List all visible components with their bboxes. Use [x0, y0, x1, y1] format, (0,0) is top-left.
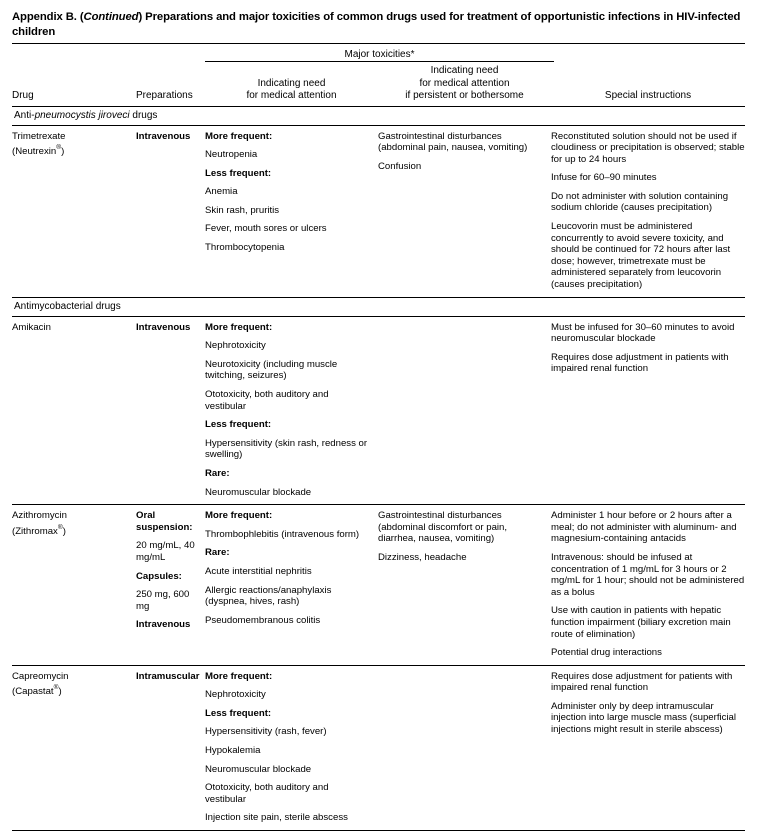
drug-name-line1: Azithromycin [12, 510, 67, 522]
cell-special-instructions [551, 671, 745, 736]
toxicity-frequency-heading: More frequent: [205, 670, 273, 682]
preparation-item: 20 mg/mL, 40 mg/mL [136, 540, 195, 563]
toxicity-item: Neuromuscular blockade [205, 763, 312, 775]
table-row [12, 126, 745, 291]
special-instruction-item: Potential drug interactions [551, 647, 662, 659]
column-header-row [12, 62, 745, 106]
page-title-continued: Continued [83, 11, 139, 23]
toxicity-item: Gastrointestinal disturbances (abdominal discomfort or pain, diarrhea, nausea, vomiting) [378, 510, 508, 545]
drug-name-line1: Amikacin [12, 321, 51, 333]
toxicity-item: Hypersensitivity (rash, fever) [205, 726, 327, 738]
column-header-toxicity-persistent-line3: if persistent or bothersome [405, 90, 524, 101]
preparation-item: Intravenous [136, 619, 191, 631]
cell-toxicities-attention [205, 322, 378, 499]
cell-preparations [136, 131, 205, 143]
toxicity-item: Gastrointestinal disturbances (abdominal pain, nausea, vomiting) [378, 130, 528, 154]
toxicity-item: Neurotoxicity (including muscle twitching, seizures) [205, 358, 338, 382]
column-header-toxicity-attention-line1: Indicating need [257, 77, 326, 89]
toxicity-frequency-heading: More frequent: [205, 510, 273, 522]
drug-name-line2: (Zithromax®) [12, 523, 66, 537]
toxicity-item: Nephrotoxicity [205, 340, 266, 352]
toxicity-item: Skin rash, pruritis [205, 204, 280, 216]
cell-special-instructions [551, 131, 745, 291]
drug-name-line2: (Capastat®) [12, 684, 62, 698]
special-instruction-item: Administer only by deep intramuscular injection into large muscle mass (superficial injections might result in sterile abscess) [551, 700, 737, 736]
cell-drug [12, 671, 136, 698]
cell-preparations [136, 671, 205, 683]
cell-special-instructions [551, 322, 745, 375]
preparation-item: Intravenous [136, 130, 191, 142]
column-header-toxicity-persistent [378, 65, 551, 103]
column-header-special-instructions: Special instructions [604, 90, 692, 101]
toxicity-frequency-heading: Rare: [205, 547, 230, 559]
toxicity-item: Nephrotoxicity [205, 689, 266, 701]
table-header [12, 44, 745, 106]
toxicity-item: Thrombophlebitis (intravenous form) [205, 528, 360, 540]
cell-toxicities-attention [205, 510, 378, 626]
section-heading-suffix: drugs [129, 109, 158, 121]
toxicity-frequency-heading: Less frequent: [205, 707, 272, 719]
table-row [12, 317, 745, 499]
cell-drug [12, 510, 136, 537]
toxicity-item: Neuromuscular blockade [205, 486, 312, 498]
cell-toxicities-attention [205, 131, 378, 254]
cell-preparations [136, 510, 205, 631]
table-row [12, 666, 745, 824]
registered-trademark-icon: ® [57, 523, 63, 531]
special-instruction-item: Requires dose adjustment for patients with impaired renal function [551, 670, 733, 694]
toxicity-item: Pseudomembranous colitis [205, 614, 321, 626]
page-title [12, 10, 745, 39]
toxicity-item: Allergic reactions/anaphylaxis (dyspnea, hives, rash) [205, 584, 332, 608]
page-title-suffix: ) Preparations and major toxicities of common drugs used for treatment of opportunistic infections in HIV-infected children [12, 11, 741, 38]
toxicity-frequency-heading: Rare: [205, 467, 230, 479]
preparation-item: Capsules: [136, 570, 182, 582]
section-heading-anti-pneumocystis [12, 107, 745, 125]
preparation-item: Intravenous [136, 321, 191, 333]
preparation-item: 250 mg, 600 mg [136, 589, 190, 612]
cell-toxicities-attention [205, 671, 378, 824]
column-header-toxicity-attention-line2: for medical attention [246, 90, 337, 101]
special-instruction-item: Reconstituted solution should not be used if cloudiness or precipitation is observed; stable for up to 24 hours [551, 130, 745, 165]
toxicity-frequency-heading: Less frequent: [205, 167, 272, 179]
cell-toxicities-persistent [378, 131, 551, 173]
cell-special-instructions [551, 510, 745, 659]
toxicity-frequency-heading: More frequent: [205, 130, 273, 142]
toxicity-item: Acute interstitial nephritis [205, 565, 312, 577]
toxicity-item: Injection site pain, sterile abscess [205, 812, 348, 824]
major-toxicities-group [205, 44, 554, 61]
toxicity-item: Thrombocytopenia [205, 242, 285, 254]
major-toxicities-label: Major toxicities* [344, 49, 415, 60]
special-instruction-item: Administer 1 hour before or 2 hours after a meal; do not administer with aluminum- and magnesium-containing antacids [551, 510, 737, 545]
column-header-toxicity-persistent-line2: for medical attention [419, 77, 510, 89]
toxicity-frequency-heading: Less frequent: [205, 419, 272, 431]
toxicity-item: Ototoxicity, both auditory and vestibular [205, 389, 329, 412]
section-heading-italic: pneumocystis jiroveci [34, 109, 130, 121]
column-header-toxicity-attention [205, 78, 378, 103]
preparation-item: Intramuscular [136, 670, 200, 682]
registered-trademark-icon: ® [53, 684, 59, 692]
column-header-drug: Drug [12, 90, 34, 101]
cell-drug [12, 322, 136, 334]
toxicity-item: Anemia [205, 186, 238, 198]
toxicity-item: Fever, mouth sores or ulcers [205, 223, 327, 235]
special-instruction-item: Leucovorin must be administered concurrently to avoid severe toxicity, and should be continued for 72 hours after last dose; however, trimetrexate must be administered separately from leucovorin (causes precipitation) [551, 221, 731, 291]
special-instruction-item: Intravenous: should be infused at concentration of 1 mg/mL for 3 hours or 2 mg/mL for 1 hour; should not be administered as a bolus [551, 551, 745, 598]
toxicity-item: Confusion [378, 160, 422, 172]
page-title-prefix: Appendix B. ( [12, 11, 84, 23]
column-header-preparations: Preparations [136, 90, 193, 101]
special-instruction-item: Must be infused for 30–60 minutes to avoid neuromuscular blockade [551, 321, 735, 345]
section-heading-antimycobacterial: Antimycobacterial drugs [14, 300, 121, 312]
section-heading-prefix: Anti- [14, 109, 35, 121]
cell-drug [12, 131, 136, 158]
cell-preparations [136, 322, 205, 334]
cell-toxicities-persistent [378, 510, 551, 563]
toxicity-item: Ototoxicity, both auditory and vestibular [205, 782, 329, 805]
toxicity-item: Hypersensitivity (skin rash, redness or swelling) [205, 437, 368, 461]
special-instruction-item: Use with caution in patients with hepatic function impairment (biliary excretion main route of elimination) [551, 605, 731, 640]
preparation-item: Oral suspension: [136, 510, 193, 533]
toxicity-item: Neutropenia [205, 149, 258, 161]
special-instruction-item: Do not administer with solution containing sodium chloride (causes precipitation) [551, 190, 729, 214]
table-row [12, 505, 745, 659]
toxicity-item: Hypokalemia [205, 745, 261, 757]
registered-trademark-icon: ® [56, 144, 62, 152]
toxicity-frequency-heading: More frequent: [205, 321, 273, 333]
drug-name-line2: (Neutrexin®) [12, 144, 65, 158]
drug-name-line1: Capreomycin [12, 670, 69, 682]
toxicity-item: Dizziness, headache [378, 551, 467, 563]
special-instruction-item: Infuse for 60–90 minutes [551, 172, 657, 184]
drug-name-line1: Trimetrexate [12, 130, 66, 142]
column-header-toxicity-persistent-line1: Indicating need [430, 65, 499, 76]
special-instruction-item: Requires dose adjustment in patients with impaired renal function [551, 351, 729, 375]
